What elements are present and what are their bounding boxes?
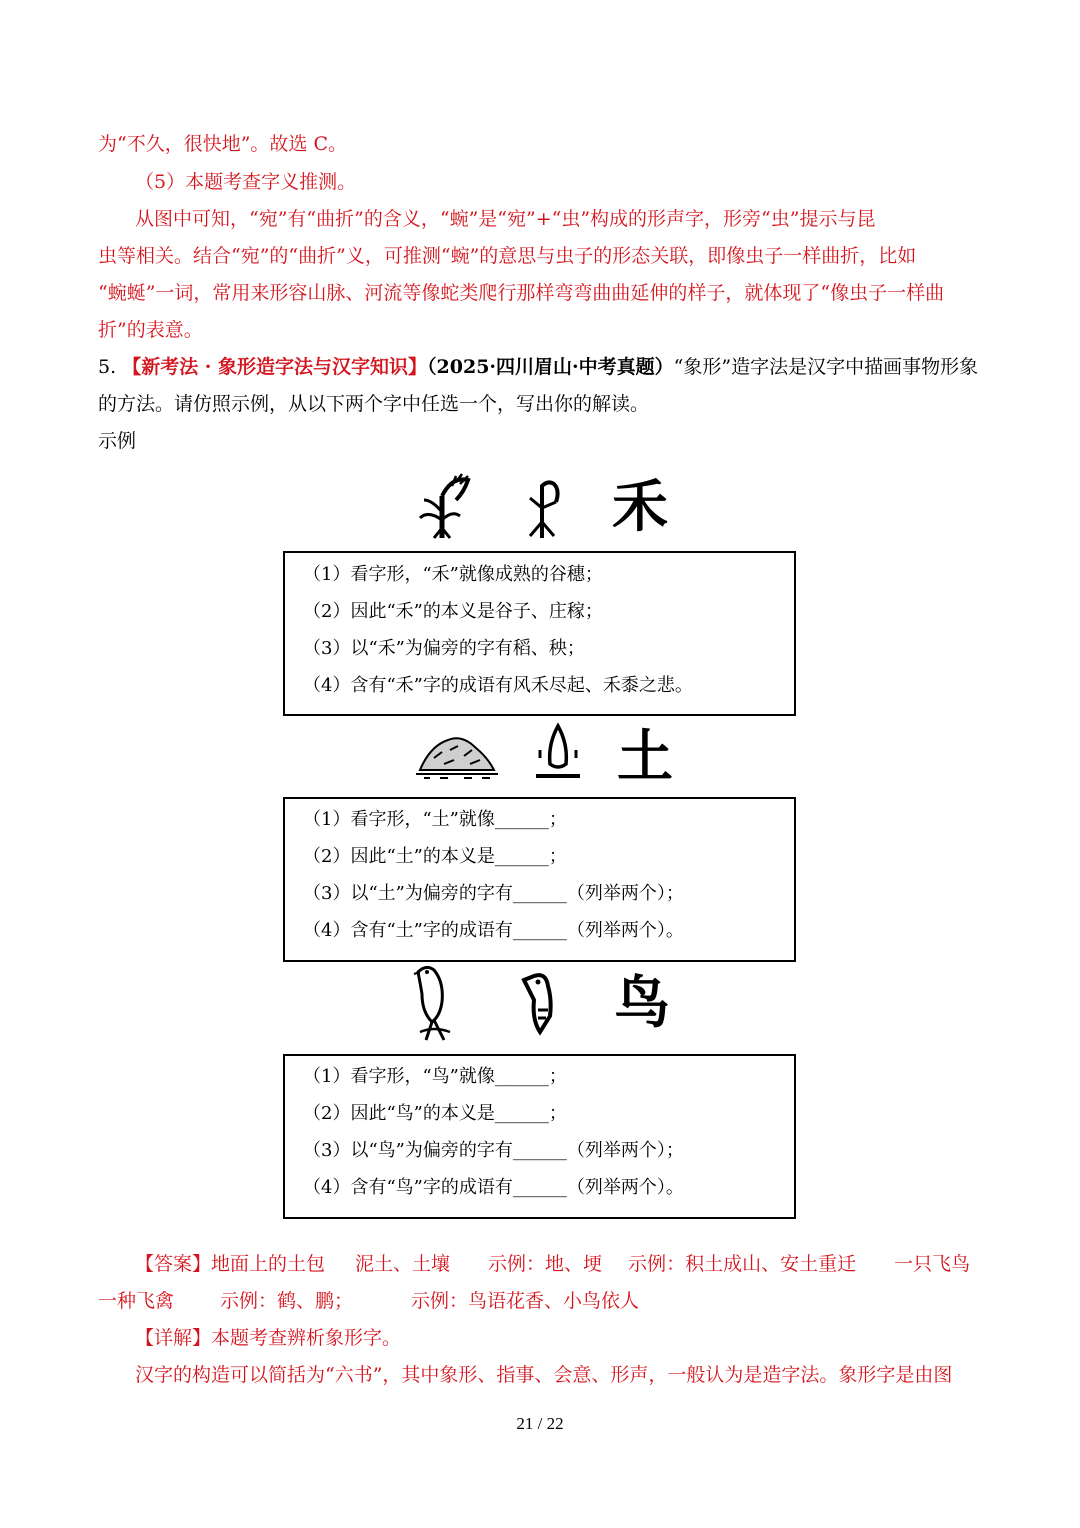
niao-glyph-row [0, 962, 1080, 1052]
answer-line-2 [98, 1289, 639, 1313]
explanation-line-5: “蜿蜒”一词，常用来形容山脉、河流等像蛇类爬行那样弯弯曲曲延伸的样子，就体现了“像虫子一样曲 [98, 282, 945, 304]
answer-8: 示例：鸟语花香、小鸟依人 [411, 1290, 640, 1312]
answer-6: 一种飞禽 [98, 1290, 175, 1312]
answer-5: 一只飞鸟 [894, 1253, 971, 1275]
niao-pictograph-icon [410, 962, 456, 1042]
niao-oracle-bone-icon [520, 970, 560, 1036]
he-example-box [283, 551, 796, 716]
he-row-1: （1）看字形，“禾”就像成熟的谷穗； [303, 564, 603, 585]
answer-line-1 [135, 1252, 970, 1276]
niao-row-3: （3）以“鸟”为偏旁的字有______（列举两个）； [303, 1140, 684, 1161]
page-number: 21 / 22 [516, 1414, 564, 1433]
niao-modern-char: 鸟 [614, 971, 670, 1036]
detail-text: 本题考查辨析象形字。 [211, 1327, 402, 1349]
question-number: 5. [98, 356, 117, 378]
answer-4: 示例：积土成山、安土重迁 [628, 1253, 857, 1275]
niao-row-4: （4）含有“鸟”字的成语有______（列举两个）。 [303, 1177, 684, 1198]
he-glyph-row [0, 468, 1080, 558]
niao-row-1: （1）看字形，“鸟”就像______； [303, 1066, 567, 1087]
he-pictograph-icon [412, 470, 476, 540]
answer-7: 示例：鹤、鹏； [220, 1290, 354, 1312]
niao-question-box [283, 1054, 796, 1219]
tu-row-2: （2）因此“土”的本义是______； [303, 846, 567, 867]
tu-row-1: （1）看字形，“土”就像______； [303, 809, 567, 830]
question-5-line-2: 的方法。请仿照示例，从以下两个字中任选一个，写出你的解读。 [98, 393, 650, 415]
question-5-line-1 [98, 355, 978, 379]
tu-oracle-bone-icon [534, 720, 582, 782]
answer-label: 【答案】 [135, 1253, 212, 1275]
tu-row-3: （3）以“土”为偏旁的字有______（列举两个）； [303, 883, 684, 904]
he-oracle-bone-icon [522, 478, 566, 540]
answer-1: 地面上的土包 [211, 1253, 326, 1275]
detail-line-1 [135, 1326, 401, 1350]
he-row-3: （3）以“禾”为偏旁的字有稻、秧； [303, 638, 585, 659]
explanation-line-4: 虫等相关。结合“宛”的“曲折”义，可推测“蜿”的意思与虫子的形态关联，即像虫子一样曲折，比如 [98, 245, 917, 267]
explanation-line-1: 为“不久，很快地”。故选 C。 [98, 133, 348, 155]
tu-pictograph-icon [414, 728, 500, 780]
explanation-line-2: （5）本题考查字义推测。 [135, 171, 357, 193]
he-modern-char: 禾 [612, 475, 668, 540]
tu-row-4: （4）含有“土”字的成语有______（列举两个）。 [303, 920, 684, 941]
niao-row-2: （2）因此“鸟”的本义是______； [303, 1103, 567, 1124]
explanation-line-6: 折”的表意。 [98, 319, 203, 341]
tu-modern-char: 土 [617, 725, 673, 790]
detail-label: 【详解】 [135, 1327, 212, 1349]
answer-3: 示例：地、埂 [488, 1253, 603, 1275]
tu-question-box [283, 797, 796, 962]
example-label: 示例 [98, 430, 137, 452]
question-tag: 【新考法 · 象形造字法与汉字知识】 [122, 356, 428, 378]
he-row-4: （4）含有“禾”字的成语有风禾尽起、禾黍之悲。 [303, 675, 693, 696]
detail-line-2: 汉字的构造可以简括为“六书”，其中象形、指事、会意、形声，一般认为是造字法。象形字是由图 [135, 1364, 953, 1386]
question-source: （2025·四川眉山·中考真题） [427, 356, 674, 378]
explanation-line-3: 从图中可知，“宛”有“曲折”的含义，“蜿”是“宛”+“虫”构成的形声字，形旁“虫”提示与昆 [135, 208, 876, 230]
tu-glyph-row [0, 716, 1080, 806]
answer-2: 泥土、土壤 [355, 1253, 451, 1275]
question-text-1: “象形”造字法是汉字中描画事物形象 [673, 356, 979, 378]
he-row-2: （2）因此“禾”的本义是谷子、庄稼； [303, 601, 603, 622]
